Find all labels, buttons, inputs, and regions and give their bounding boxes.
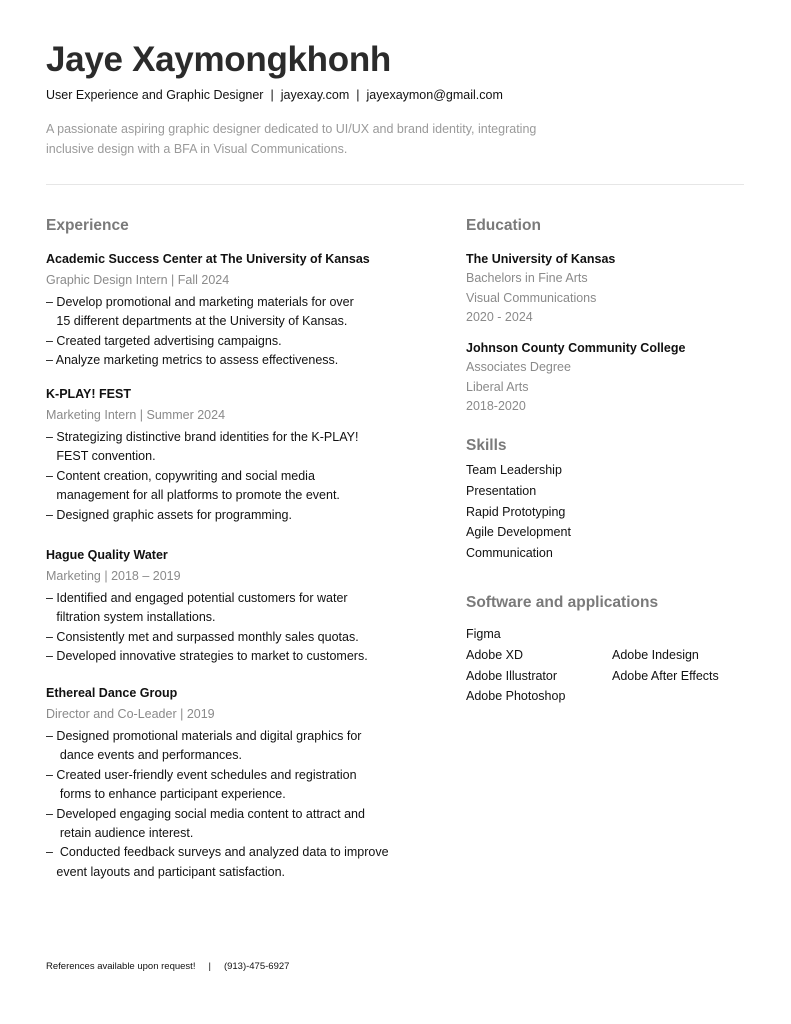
job-bullets [46, 293, 406, 371]
software-item: Adobe Indesign [612, 648, 699, 662]
resume-name: Jaye Xaymongkhonh [46, 40, 392, 79]
job-meta: Marketing | 2018 – 2019 [46, 569, 181, 583]
bullet-item: – Created targeted advertising campaigns. [46, 333, 282, 348]
software-item: Adobe Photoshop [466, 689, 566, 704]
bullet-item: – Developed engaging social media content to attract and [46, 806, 365, 821]
software-item: Adobe XD [466, 647, 523, 662]
skills-list [466, 460, 571, 564]
school-name: Johnson County Community College [466, 341, 686, 355]
degree-line: Associates Degree [466, 360, 571, 374]
bullet-item: – Created user-friendly event schedules and registration [46, 767, 357, 782]
job-meta: Graphic Design Intern | Fall 2024 [46, 273, 230, 287]
bullet-item: filtration system installations. [46, 610, 216, 625]
summary-text: A passionate aspiring graphic designer dedicated to UI/UX and brand identity, integrating inclusive design with a BFA in Visual Communications. [46, 122, 537, 156]
job-company: Ethereal Dance Group [46, 686, 178, 700]
skill-item: Rapid Prototyping [466, 504, 566, 519]
separator: | [208, 961, 211, 972]
header-divider [46, 184, 744, 185]
bullet-item: – Analyze marketing metrics to assess effectiveness. [46, 353, 339, 368]
job-meta: Director and Co-Leader | 2019 [46, 707, 215, 721]
degree-line: 2020 - 2024 [466, 310, 533, 324]
footer [46, 961, 289, 972]
job-meta: Marketing Intern | Summer 2024 [46, 408, 226, 422]
phone-number: (913)-475-6927 [223, 961, 290, 972]
bullet-item: – Identified and engaged potential customers for water [46, 591, 348, 605]
job-bullets [46, 428, 406, 525]
school-name: The University of Kansas [466, 252, 616, 266]
education-entry [466, 250, 766, 328]
job-entry [46, 385, 406, 525]
software-list-col1 [466, 624, 565, 707]
education-entry [466, 339, 766, 417]
bullet-item: – Consistently met and surpassed monthly sales quotas. [46, 629, 359, 644]
bullet-item: – Designed graphic assets for programming. [46, 507, 292, 522]
job-company: Hague Quality Water [46, 548, 168, 562]
bullet-item: forms to enhance participant experience. [46, 787, 286, 802]
job-bullets [46, 727, 426, 882]
bullet-item: retain audience interest. [46, 826, 194, 841]
job-company: Academic Success Center at The University of Kansas [46, 252, 370, 266]
bullet-item: – Conducted feedback surveys and analyzed data to improve [46, 845, 389, 860]
bullet-item: – Develop promotional and marketing materials for over [46, 295, 354, 309]
references-note: References available upon request! [46, 961, 196, 972]
skill-item: Communication [466, 546, 553, 561]
bullet-item: – Content creation, copywriting and social media [46, 468, 315, 483]
email-link[interactable]: jayexaymon@gmail.com [366, 88, 503, 102]
separator: | [356, 88, 360, 102]
bullet-item: event layouts and participant satisfaction. [46, 864, 286, 879]
software-item: Figma [466, 627, 501, 641]
bullet-item: management for all platforms to promote the event. [46, 488, 340, 503]
job-company: K-PLAY! FEST [46, 387, 131, 401]
separator: | [270, 88, 274, 102]
skill-item: Agile Development [466, 525, 571, 540]
bullet-item: FEST convention. [46, 449, 156, 464]
software-item: Adobe Illustrator [466, 668, 558, 683]
experience-heading: Experience [46, 217, 129, 234]
bullet-item: – Developed innovative strategies to market to customers. [46, 649, 368, 664]
degree-line: 2018-2020 [466, 399, 526, 413]
degree-line: Bachelors in Fine Arts [466, 271, 588, 285]
bullet-item: dance events and performances. [46, 748, 242, 763]
software-list-col2 [612, 645, 719, 687]
role-title: User Experience and Graphic Designer [46, 88, 264, 102]
job-entry [46, 546, 406, 667]
software-heading: Software and applications [466, 594, 659, 611]
skill-item: Presentation [466, 483, 537, 498]
skills-heading: Skills [466, 437, 507, 454]
skill-item: Team Leadership [466, 463, 562, 477]
degree-line: Liberal Arts [466, 379, 529, 394]
job-entry [46, 250, 406, 371]
bullet-item: – Strategizing distinctive brand identities for the K-PLAY! [46, 430, 359, 444]
degree-line: Visual Communications [466, 290, 597, 305]
software-item: Adobe After Effects [612, 668, 719, 683]
job-entry [46, 684, 426, 882]
contact-line [46, 88, 503, 102]
bullet-item: 15 different departments at the University of Kansas. [46, 314, 348, 329]
bullet-item: – Designed promotional materials and digital graphics for [46, 729, 362, 743]
job-bullets [46, 589, 406, 667]
education-heading: Education [466, 217, 541, 234]
website-link[interactable]: jayexay.com [280, 88, 350, 102]
